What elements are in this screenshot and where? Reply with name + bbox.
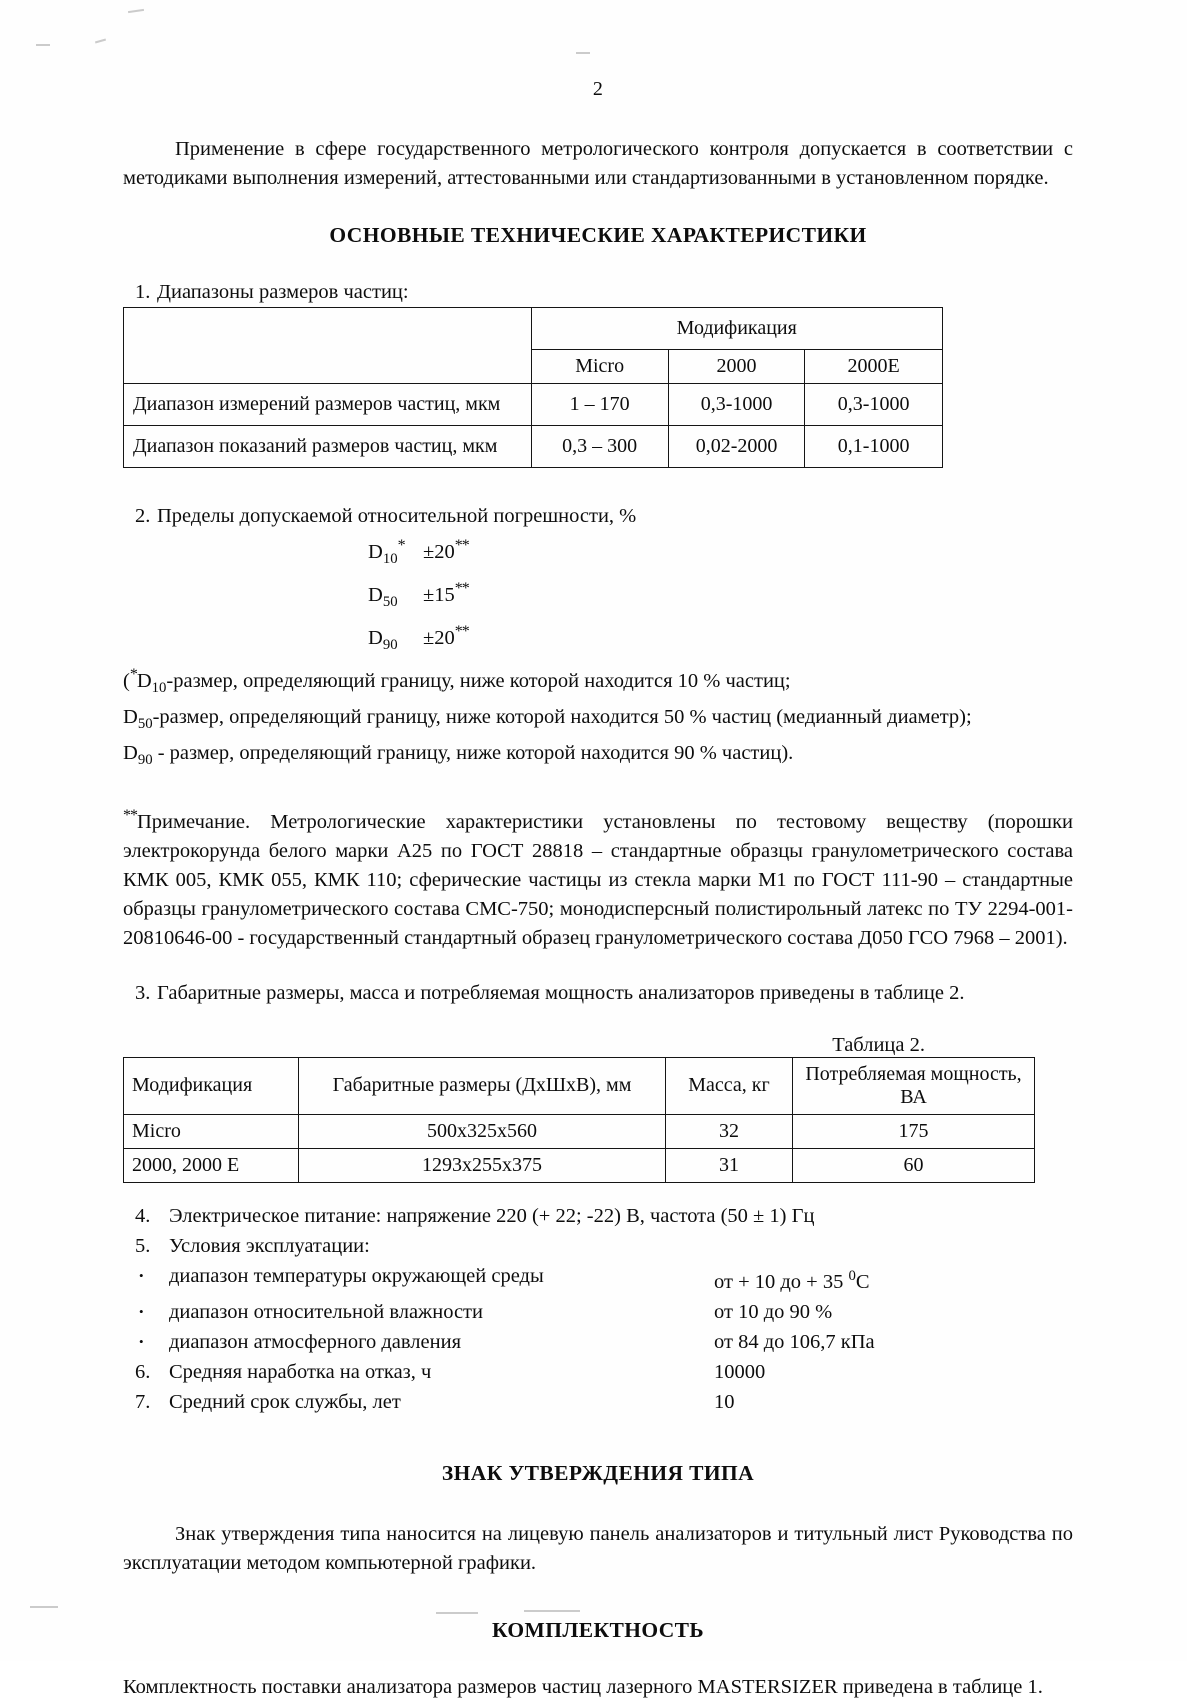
list-item-7: [123, 1387, 1073, 1417]
table1-row0-2000: 0,3-1000: [668, 384, 804, 426]
table1-col-header-2000: 2000: [668, 350, 804, 384]
table2-caption: Таблица 2.: [832, 1033, 925, 1056]
bullet-pressure-label: диапазон атмосферного давления: [169, 1330, 461, 1353]
list-item-3-number: 3.: [135, 981, 151, 1004]
table-row: [124, 384, 943, 426]
bullet-temperature-value: от + 10 до + 35 $^0$С: [714, 1267, 870, 1293]
table1-row1-2000: 0,02-2000: [668, 426, 804, 468]
intro-paragraph: Применение в сфере государственного метрологического контроля допускается в соответствии с методиками выполнения измерений, аттестованными или стандартизованными в установленном порядке.: [123, 138, 1073, 189]
table1-col-header-micro: Micro: [531, 350, 668, 384]
metrology-note: [123, 801, 1073, 953]
table1-empty-corner: [124, 308, 532, 384]
heading-type-mark: ЗНАК УТВЕРЖДЕНИЯ ТИПА: [441, 1460, 755, 1485]
bullet-item-temperature: [123, 1261, 1073, 1297]
scan-artifact-top-center: [576, 52, 590, 54]
table2-row1-dimensions: 1293х255х375: [299, 1148, 666, 1182]
table2-row0-power: 175: [793, 1114, 1035, 1148]
scan-artifact-top-left: [128, 9, 144, 13]
table-row: [124, 1148, 1035, 1182]
completeness-paragraph: Комплектность поставки анализатора размеров частиц лазерного MASTERSIZER приведена в таблице 1.: [123, 1675, 1043, 1698]
list-item-7-label: Средний срок службы, лет: [169, 1390, 401, 1413]
list-item-4-text: Электрическое питание: напряжение 220 (+ 22; -22) В, частота (50 ± 1) Гц: [169, 1204, 815, 1227]
table2-row0-mass: 32: [666, 1114, 793, 1148]
table2-row1-modification: 2000, 2000 Е: [124, 1148, 299, 1182]
heading-completeness: КОМПЛЕКТНОСТЬ: [491, 1617, 705, 1642]
note-text: Примечание. Метрологические характеристики установлены по тестовому веществу (порошки электрокорунда белого марки А25 по ГОСТ 28818 – стандартные образцы гранулометрического состава КМК 005, КМК 055, КМК 110; сферические частицы из стекла марки М1 по ГОСТ 111-90 – стандартные образцы гранулометрического состава СМС-750; монодисперсный полистирольный латекс по ТУ 2294-001-20810646-00 - государственный стандартный образец гранулометрического состава Д050 ГСО 7968 – 2001).: [123, 810, 1073, 949]
list-item-6: [123, 1357, 1073, 1387]
table2-row1-power: 60: [793, 1148, 1035, 1182]
list-item-4: [123, 1201, 1073, 1231]
bullet-pressure-value: от 84 до 106,7 кПа: [714, 1330, 875, 1353]
table1-row1-label: Диапазон показаний размеров частиц, мкм: [124, 426, 532, 468]
table2-col-header-dimensions: Габаритные размеры (ДхШхВ), мм: [299, 1057, 666, 1114]
table-row: [124, 426, 943, 468]
tolerance-value-d10: ±20**: [423, 537, 469, 563]
table1-group-header: Модификация: [531, 308, 943, 350]
bullet-item-pressure: [123, 1327, 1073, 1357]
table-row: [124, 308, 943, 350]
bullet-marker: •: [139, 1303, 144, 1319]
list-item-4-number: 4.: [135, 1204, 151, 1227]
bullet-humidity-label: диапазон относительной влажности: [169, 1300, 483, 1323]
list-item-5: [123, 1231, 1073, 1261]
dimensions-table: [123, 1057, 1035, 1183]
definition-d10: ($^*D_{10}$-размер, определяющий границу, ниже которой находится 10 % частиц;: [123, 665, 791, 696]
table1-row1-2000e: 0,1-1000: [805, 426, 943, 468]
tolerance-value-d90: ±20**: [423, 622, 469, 649]
tolerance-row-d50: [123, 574, 1073, 617]
definition-d50: $D_{50}$-размер, определяющий границу, ниже которой находится 50 % частиц (медианный диаметр);: [123, 705, 972, 732]
table2-row0-dimensions: 500х325х560: [299, 1114, 666, 1148]
list-item-7-number: 7.: [135, 1390, 151, 1413]
list-item-6-number: 6.: [135, 1360, 151, 1383]
bullet-item-humidity: [123, 1297, 1073, 1327]
list-item-3: [123, 979, 1073, 1008]
table2-col-header-power: Потребляемая мощность, ВА: [793, 1057, 1035, 1114]
list-item-7-value: 10: [714, 1390, 735, 1413]
table1-col-header-2000e: 2000E: [805, 350, 943, 384]
list-item-5-number: 5.: [135, 1234, 151, 1257]
list-item-1-text: Диапазоны размеров частиц:: [157, 281, 409, 303]
list-item-3-text: Габаритные размеры, масса и потребляемая мощность анализаторов приведены в таблице 2.: [157, 981, 965, 1004]
note-star-marker: **: [123, 806, 137, 824]
tolerance-value-d50: ±15**: [423, 579, 469, 606]
list-item-1: [123, 278, 1073, 307]
bullet-marker: •: [139, 1267, 144, 1283]
list-item-1-number: 1.: [135, 281, 151, 303]
type-mark-paragraph: Знак утверждения типа наносится на лицевую панель анализаторов и титульный лист Руководства по эксплуатации методом компьютерной графики.: [123, 1522, 1073, 1574]
bullet-humidity-value: от 10 до 90 %: [714, 1300, 833, 1323]
table1-row0-label: Диапазон измерений размеров частиц, мкм: [124, 384, 532, 426]
tolerance-row-d90: [123, 617, 1073, 660]
list-item-6-value: 10000: [714, 1360, 766, 1383]
list-item-2: [123, 502, 1073, 531]
tolerance-symbol-d90: $D_{90}$: [368, 626, 398, 653]
tolerance-row-d10: [123, 531, 1073, 574]
scan-artifact-bottom-left: [30, 1606, 58, 1608]
heading-technical-specs: ОСНОВНЫЕ ТЕХНИЧЕСКИЕ ХАРАКТЕРИСТИКИ: [329, 223, 867, 247]
table2-col-header-modification: Модификация: [124, 1057, 299, 1114]
definition-d90: $D_{90}$ - размер, определяющий границу, ниже которой находится 90 % частиц).: [123, 741, 794, 768]
tolerance-symbol-d50: $D_{50}$: [368, 583, 398, 610]
table2-row1-mass: 31: [666, 1148, 793, 1182]
scan-artifact-left-2: [95, 39, 106, 44]
list-item-5-text: Условия эксплуатации:: [169, 1234, 370, 1257]
table-row: [124, 1057, 1035, 1114]
table2-row0-modification: Micro: [124, 1114, 299, 1148]
list-item-2-number: 2.: [135, 505, 151, 527]
scan-artifact-left-1: [36, 44, 50, 46]
table1-row0-micro: 1 – 170: [531, 384, 668, 426]
table2-col-header-mass: Масса, кг: [666, 1057, 793, 1114]
table-row: [124, 1114, 1035, 1148]
table1-row0-2000e: 0,3-1000: [805, 384, 943, 426]
page-number: 2: [592, 78, 604, 100]
particle-size-table: [123, 307, 943, 468]
bullet-temperature-label: диапазон температуры окружающей среды: [169, 1264, 544, 1287]
tolerance-symbol-d10: $D_{10}^*$: [368, 537, 405, 567]
bullet-marker: •: [139, 1333, 144, 1349]
list-item-6-label: Средняя наработка на отказ, ч: [169, 1360, 432, 1383]
page-content: [123, 78, 1073, 1702]
list-item-2-text: Пределы допускаемой относительной погрешности, %: [157, 505, 637, 527]
table1-row1-micro: 0,3 – 300: [531, 426, 668, 468]
